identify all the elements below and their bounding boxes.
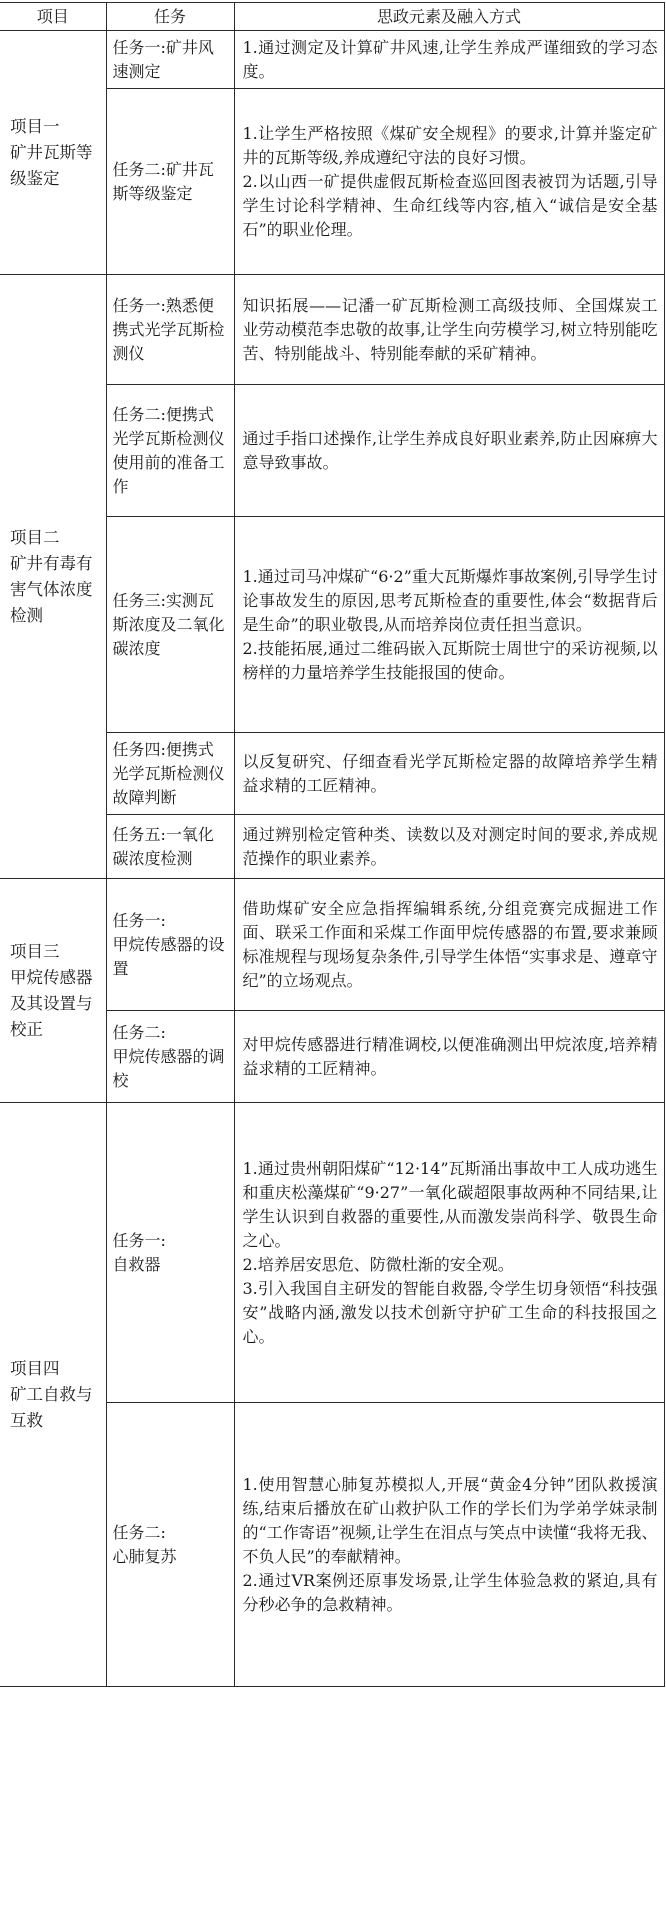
element-paragraph: 通过手指口述操作,让学生养成良好职业素养,防止因麻痹大意导致事故。 — [242, 428, 658, 472]
element-paragraph: 2.通过VR案例还原事发场景,让学生体验急救的紧迫,具有分秒必争的急救精神。 — [242, 1570, 658, 1614]
task-cell: 任务二: 甲烷传感器的调校 — [106, 1011, 234, 1103]
elements-cell — [234, 385, 664, 517]
element-paragraph: 1.通过贵州朝阳煤矿“12·14”瓦斯涌出事故中工人成功逃生和重庆松藻煤矿“9·27”一氧化碳超限事故两种不同结果,让学生认识到自救器的重要性,从而激发崇尚科学、敬畏生命之心。 — [242, 1158, 658, 1250]
task-cell: 任务三:实测瓦斯浓度及二氧化碳浓度 — [106, 517, 234, 733]
header-elements: 思政元素及融入方式 — [234, 3, 664, 31]
task-cell: 任务二:矿井瓦斯等级鉴定 — [106, 89, 234, 275]
task-cell: 任务五:一氧化碳浓度检测 — [106, 815, 234, 879]
table-row — [0, 31, 664, 89]
elements-cell — [234, 89, 664, 275]
elements-cell — [234, 879, 664, 1011]
task-cell: 任务一: 自救器 — [106, 1103, 234, 1403]
element-paragraph: 1.使用智慧心肺复苏模拟人,开展“黄金4分钟”团队救援演练,结束后播放在矿山救护队工作的学长们为学弟学妹录制的“工作寄语”视频,让学生在泪点与笑点中读懂“我将无我、不负人民”的奉献精神。 — [242, 1474, 658, 1566]
curriculum-table — [0, 2, 665, 1687]
task-cell: 任务一:熟悉便携式光学瓦斯检测仪 — [106, 275, 234, 385]
task-cell: 任务二: 心肺复苏 — [106, 1403, 234, 1687]
element-paragraph: 1.通过测定及计算矿井风速,让学生养成严谨细致的学习态度。 — [242, 37, 658, 81]
element-paragraph: 3.引入我国自主研发的智能自救器,令学生切身领悟“科技强安”战略内涵,激发以技术创新守护矿工生命的科技报国之心。 — [242, 1278, 658, 1346]
table-row — [0, 275, 664, 385]
elements-cell — [234, 275, 664, 385]
task-cell: 任务四:便携式光学瓦斯检测仪故障判断 — [106, 733, 234, 815]
element-paragraph: 对甲烷传感器进行精准调校,以便准确测出甲烷浓度,培养精益求精的工匠精神。 — [242, 1034, 658, 1078]
element-paragraph: 借助煤矿安全应急指挥编辑系统,分组竞赛完成掘进工作面、联采工作面和采煤工作面甲烷传感器的布置,要求兼顾标准规程与现场复杂条件,引导学生体悟“实事求是、遵章守纪”的立场观点。 — [242, 898, 658, 990]
table-body — [0, 31, 664, 1687]
element-paragraph: 1.让学生严格按照《煤矿安全规程》的要求,计算并鉴定矿井的瓦斯等级,养成遵纪守法的良好习惯。 — [242, 123, 658, 167]
elements-cell — [234, 1403, 664, 1687]
project-cell: 项目四 矿工自救与互救 — [0, 1103, 106, 1687]
header-row — [0, 3, 664, 31]
elements-cell — [234, 1103, 664, 1403]
element-paragraph: 2.培养居安思危、防微杜渐的安全观。 — [242, 1254, 514, 1274]
header-task: 任务 — [106, 3, 234, 31]
element-paragraph: 2.技能拓展,通过二维码嵌入瓦斯院士周世宁的采访视频,以榜样的力量培养学生技能报国的使命。 — [242, 638, 658, 682]
element-paragraph: 1.通过司马冲煤矿“6·2”重大瓦斯爆炸事故案例,引导学生讨论事故发生的原因,思考瓦斯检查的重要性,体会“数据背后是生命”的职业敬畏,从而培养岗位责任担当意识。 — [242, 566, 658, 634]
elements-cell — [234, 1011, 664, 1103]
element-paragraph: 知识拓展——记潘一矿瓦斯检测工高级技师、全国煤炭工业劳动模范李忠敬的故事,让学生向劳模学习,树立特别能吃苦、特别能战斗、特别能奉献的采矿精神。 — [242, 295, 658, 363]
project-cell: 项目二 矿井有毒有害气体浓度检测 — [0, 275, 106, 879]
task-cell: 任务一: 甲烷传感器的设置 — [106, 879, 234, 1011]
table-row — [0, 1103, 664, 1403]
table-row — [0, 879, 664, 1011]
task-cell: 任务二:便携式光学瓦斯检测仪使用前的准备工作 — [106, 385, 234, 517]
project-cell: 项目一 矿井瓦斯等级鉴定 — [0, 31, 106, 275]
header-project: 项目 — [0, 3, 106, 31]
element-paragraph: 以反复研究、仔细查看光学瓦斯检定器的故障培养学生精益求精的工匠精神。 — [242, 751, 658, 795]
element-paragraph: 通过辨别检定管种类、读数以及对测定时间的要求,养成规范操作的职业素养。 — [242, 824, 658, 868]
elements-cell — [234, 517, 664, 733]
elements-cell — [234, 815, 664, 879]
elements-cell — [234, 31, 664, 89]
elements-cell — [234, 733, 664, 815]
task-cell: 任务一:矿井风速测定 — [106, 31, 234, 89]
project-cell: 项目三 甲烷传感器及其设置与校正 — [0, 879, 106, 1103]
element-paragraph: 2.以山西一矿提供虚假瓦斯检查巡回图表被罚为话题,引导学生讨论科学精神、生命红线等内容,植入“诚信是安全基石”的职业伦理。 — [242, 171, 658, 239]
